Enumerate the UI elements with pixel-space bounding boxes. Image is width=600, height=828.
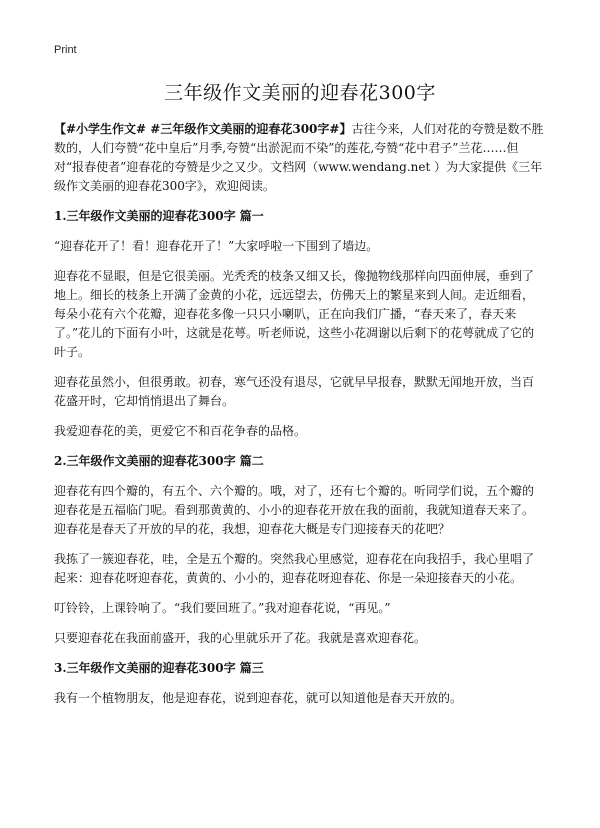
intro-paragraph — [54, 120, 544, 196]
section-1-paragraph-2: 迎春花不显眼，但是它很美丽。光秃秃的枝条又细又长，像抛物线那样向四面伸展，垂到了地上。细长的枝条上开满了金黄的小花，远远望去，仿佛天上的繁星来到人间。走近细看，每朵小花有六个花瓣，迎春花多像一只只小喇叭，正在向我们广播，“春天来了，春天来了。”花儿的下面有小叶，这就是花萼。听老师说，这些小花凋谢以后剩下的花萼就成了它的叶子。 — [54, 269, 535, 359]
section-2-paragraph-1: 迎春花有四个瓣的，有五个、六个瓣的。哦，对了，还有七个瓣的。听同学们说，五个瓣的迎春花是五福临门呢。看到那黄黄的、小小的迎春花开放在我的面前，我就知道春天来了。迎春花是春天了开放的早的花，我想，迎春花大概是专门迎接春天的花吧？ — [54, 484, 535, 536]
section-1-paragraph-1: “迎春花开了！看！迎春花开了！”大家呼啦一下围到了墙边。 — [54, 239, 379, 253]
section-heading-2: 2.三年级作文美丽的迎春花300字 篇二 — [54, 454, 264, 468]
section-2-paragraph-2: 我拣了一簇迎春花，哇，全是五个瓣的。突然我心里感觉，迎春花在向我招手，我心里唱了起来：迎春花呀迎春花，黄黄的、小小的，迎春花呀迎春花、你是一朵迎接春天的小花。 — [54, 552, 535, 585]
section-2-paragraph-4: 只要迎春花在我面前盛开，我的心里就乐开了花。我就是喜欢迎春花。 — [54, 631, 427, 645]
print-label: Print — [54, 44, 77, 56]
intro-tags: 【#小学生作文# #三年级作文美丽的迎春花300字#】 — [54, 122, 352, 136]
section-2-paragraph-3: 叮铃铃，上课铃响了。“我们要回班了。”我对迎春花说，“再见。” — [54, 601, 391, 615]
section-heading-3: 3.三年级作文美丽的迎春花300字 篇三 — [54, 661, 264, 675]
section-1-paragraph-4: 我爱迎春花的美，更爱它不和百花争春的品格。 — [54, 424, 307, 438]
section-heading-1: 1.三年级作文美丽的迎春花300字 篇一 — [54, 209, 264, 223]
section-3-paragraph-1: 我有一个植物朋友，他是迎春花，说到迎春花，就可以知道他是春天开放的。 — [54, 691, 463, 705]
intro-text: 古往今来，人们对花的夸赞是数不胜数的，人们夸赞“花中皇后”月季,夸赞“出淤泥而不染”的莲花,夸赞“花中君子”兰花……但对“报春使者”迎春花的夸赞是少之又少。文档网（www.wendang.net ）为大家提供《三年级作文美丽的迎春花300字》，欢迎阅读。 — [54, 122, 544, 193]
document-title: 三年级作文美丽的迎春花300字 — [164, 82, 436, 104]
section-1-paragraph-3: 迎春花虽然小，但很勇敢。初春，寒气还没有退尽，它就早早报春，默默无闻地开放，当百花盛开时，它却悄悄退出了舞台。 — [54, 375, 535, 408]
article-body — [54, 120, 544, 719]
